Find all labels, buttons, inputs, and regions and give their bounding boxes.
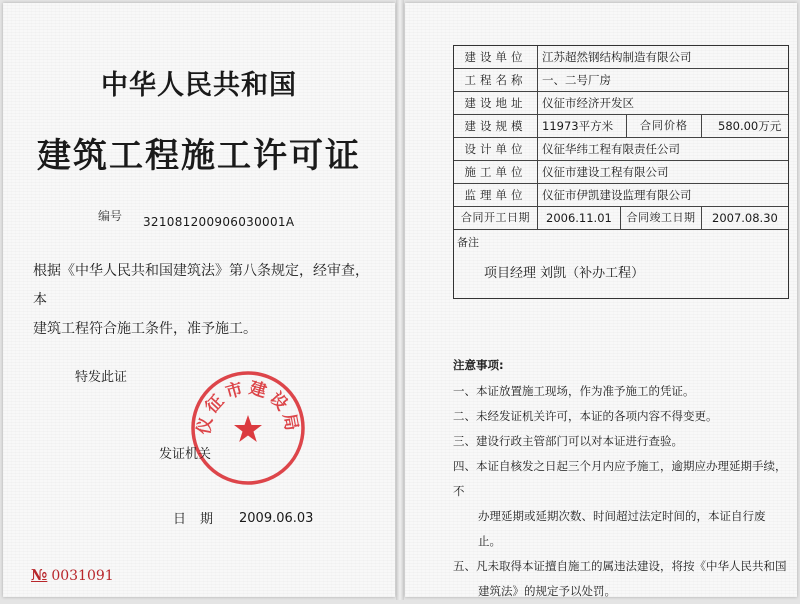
price-value: 580.00万元 (718, 119, 782, 133)
list-item: 四、本证自核发之日起三个月内应予施工，逾期应办理延期手续，不 (453, 459, 787, 498)
project-label: 工程名称 (454, 69, 538, 91)
end-date-label: 合同竣工日期 (620, 207, 702, 229)
serial-prefix: № (31, 566, 48, 584)
issue-statement: 特发此证 (75, 370, 128, 385)
remarks-label: 备注 (457, 236, 479, 249)
designer-value: 仪征华纬工程有限责任公司 (542, 142, 680, 156)
seal-text: 仪征市建设局 (193, 378, 303, 437)
list-item: 建筑法》的规定予以处罚。 (478, 584, 616, 598)
builder-value: 仪征市建设工程有限公司 (542, 165, 669, 179)
date-label: 日期 (173, 512, 228, 527)
list-item: 二、未经发证机关许可，本证的各项内容不得变更。 (453, 409, 718, 423)
notes-list (453, 379, 788, 604)
owner-label: 建设单位 (454, 46, 538, 68)
list-item: 三、建设行政主管部门可以对本证进行查验。 (453, 434, 683, 448)
certificate-back-page (405, 3, 797, 597)
legal-basis-text (33, 257, 373, 344)
issuing-authority-label: 发证机关 (159, 447, 212, 462)
notes-title: 注意事项: (453, 358, 504, 372)
address-label: 建设地址 (454, 92, 538, 114)
code-value: 321081200906030001A (143, 215, 295, 229)
remarks-row (454, 230, 788, 298)
official-seal-icon (188, 368, 308, 488)
end-date-value: 2007.08.30 (712, 211, 778, 225)
legal-basis-line-2: 建筑工程符合施工条件，准予施工。 (33, 321, 257, 337)
project-info-table (453, 45, 789, 299)
supervisor-value: 仪征市伊凯建设监理有限公司 (542, 188, 692, 202)
certificate-title: 建筑工程施工许可证 (37, 136, 361, 176)
certificate-front-page (3, 3, 395, 597)
list-item: 五、凡未取得本证擅自施工的属违法建设，将按《中华人民共和国 (453, 559, 787, 573)
table-row (454, 207, 788, 230)
builder-label: 施工单位 (454, 161, 538, 183)
table-row (454, 184, 788, 207)
list-item: 办理延期或延期次数、时间超过法定时间的，本证自行废止。 (478, 509, 766, 548)
list-item: 一、本证放置施工现场，作为准予施工的凭证。 (453, 384, 695, 398)
table-row (454, 46, 788, 69)
price-label: 合同价格 (626, 115, 702, 137)
table-row (454, 161, 788, 184)
scale-label: 建设规模 (454, 115, 538, 137)
serial-value: 0031091 (51, 568, 114, 584)
nation-name: 中华人民共和国 (101, 70, 297, 101)
project-value: 一、二号厂房 (542, 73, 611, 87)
scale-value: 11973平方米 (542, 119, 614, 133)
remarks-text: 项目经理 刘凯（补办工程） (484, 266, 645, 281)
start-date-label: 合同开工日期 (454, 207, 538, 229)
issue-date: 2009.06.03 (239, 511, 314, 526)
table-row (454, 138, 788, 161)
start-date-value: 2006.11.01 (546, 211, 612, 225)
book-spine (396, 0, 404, 600)
serial-number (31, 566, 114, 584)
address-value: 仪征市经济开发区 (542, 96, 634, 110)
table-row (454, 92, 788, 115)
table-row (454, 69, 788, 92)
legal-basis-line-1: 根据《中华人民共和国建筑法》第八条规定，经审查，本 (33, 263, 369, 308)
owner-value: 江苏超然钢结构制造有限公司 (542, 50, 692, 64)
table-row (454, 115, 788, 138)
supervisor-label: 监理单位 (454, 184, 538, 206)
code-label: 编号 (98, 209, 123, 223)
designer-label: 设计单位 (454, 138, 538, 160)
